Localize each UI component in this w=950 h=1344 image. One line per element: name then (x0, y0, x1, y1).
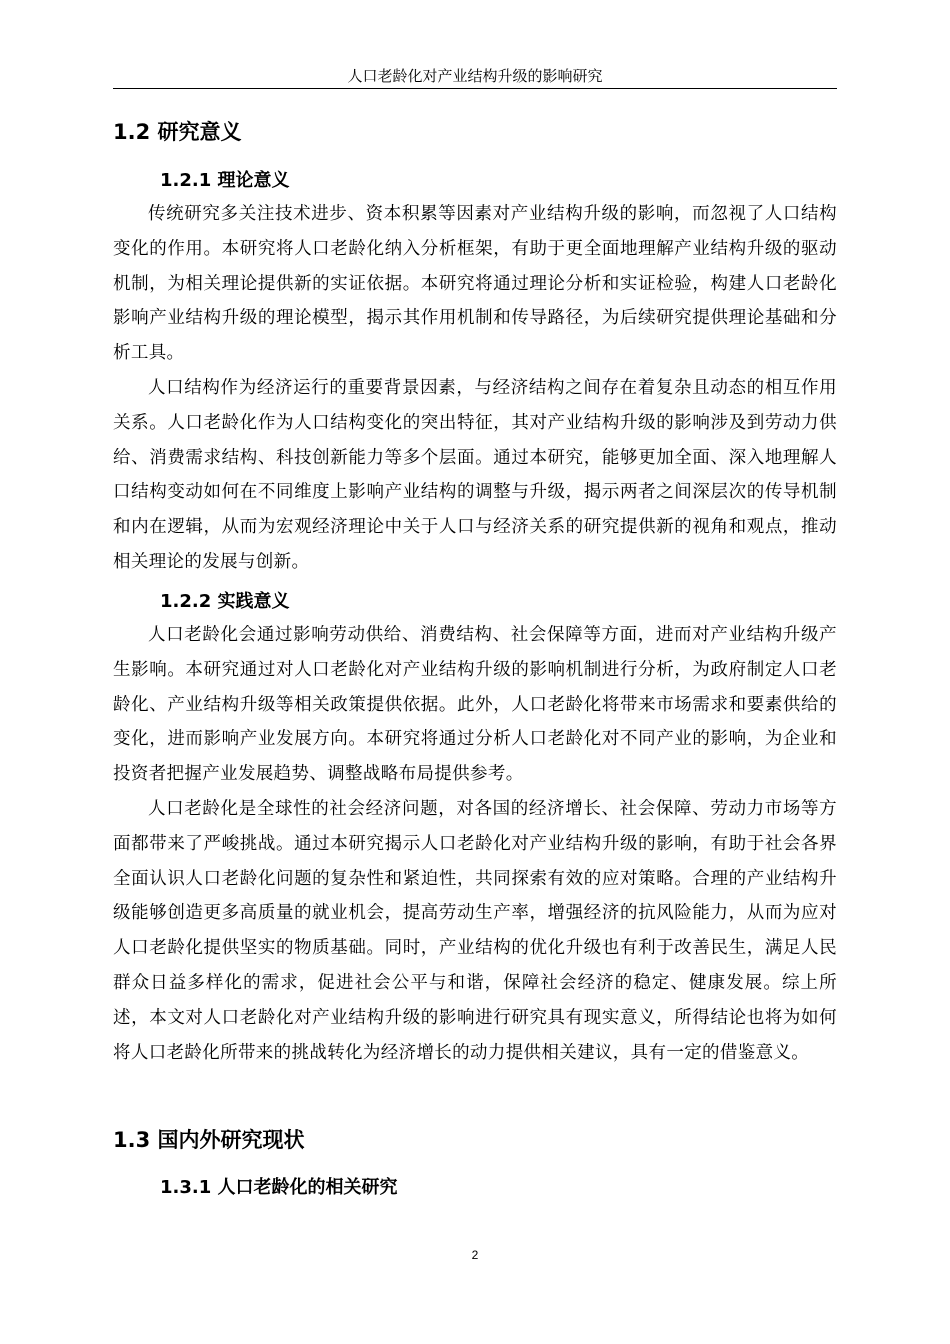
subsection-heading-1-3-1: 1.3.1 人口老龄化的相关研究 (160, 1177, 398, 1198)
section-heading-1-2: 1.2 研究意义 (113, 120, 242, 144)
header-rule (113, 88, 837, 89)
page-number: 2 (471, 1248, 479, 1262)
section-heading-1-3: 1.3 国内外研究现状 (113, 1128, 305, 1152)
subsection-heading-1-2-2: 1.2.2 实践意义 (160, 591, 290, 612)
running-header: 人口老龄化对产业结构升级的影响研究 (347, 67, 603, 85)
paragraph-theory-1: 传统研究多关注技术进步、资本积累等因素对产业结构升级的影响，而忽视了人口结构变化的作用。本研究将人口老龄化纳入分析框架，有助于更全面地理解产业结构升级的驱动机制，为相关理论提供新的实证依据。本研究将通过理论分析和实证检验，构建人口老龄化影响产业结构升级的理论模型，揭示其作用机制和传导路径，为后续研究提供理论基础和分析工具。 (113, 204, 837, 364)
paragraph-theory-2: 人口结构作为经济运行的重要背景因素，与经济结构之间存在着复杂且动态的相互作用关系。人口老龄化作为人口结构变化的突出特征，其对产业结构升级的影响涉及到劳动力供给、消费需求结构、科技创新能力等多个层面。通过本研究，能够更加全面、深入地理解人口结构变动如何在不同维度上影响产业结构的调整与升级，揭示两者之间深层次的传导机制和内在逻辑，从而为宏观经济理论中关于人口与经济关系的研究提供新的视角和观点，推动相关理论的发展与创新。 (113, 378, 837, 572)
paragraph-practice-2: 人口老龄化是全球性的社会经济问题，对各国的经济增长、社会保障、劳动力市场等方面都带来了严峻挑战。通过本研究揭示人口老龄化对产业结构升级的影响，有助于社会各界全面认识人口老龄化问题的复杂性和紧迫性，共同探索有效的应对策略。合理的产业结构升级能够创造更多高质量的就业机会，提高劳动生产率，增强经济的抗风险能力，从而为应对人口老龄化提供坚实的物质基础。同时，产业结构的优化升级也有利于改善民生，满足人民群众日益多样化的需求，促进社会公平与和谐，保障社会经济的稳定、健康发展。综上所述，本文对人口老龄化对产业结构升级的影响进行研究具有现实意义，所得结论也将为如何将人口老龄化所带来的挑战转化为经济增长的动力提供相关建议，具有一定的借鉴意义。 (113, 799, 837, 1063)
paragraph-practice-1: 人口老龄化会通过影响劳动供给、消费结构、社会保障等方面，进而对产业结构升级产生影响。本研究通过对人口老龄化对产业结构升级的影响机制进行分析，为政府制定人口老龄化、产业结构升级等相关政策提供依据。此外，人口老龄化将带来市场需求和要素供给的变化，进而影响产业发展方向。本研究将通过分析人口老龄化对不同产业的影响，为企业和投资者把握产业发展趋势、调整战略布局提供参考。 (113, 625, 837, 785)
subsection-heading-1-2-1: 1.2.1 理论意义 (160, 170, 290, 191)
